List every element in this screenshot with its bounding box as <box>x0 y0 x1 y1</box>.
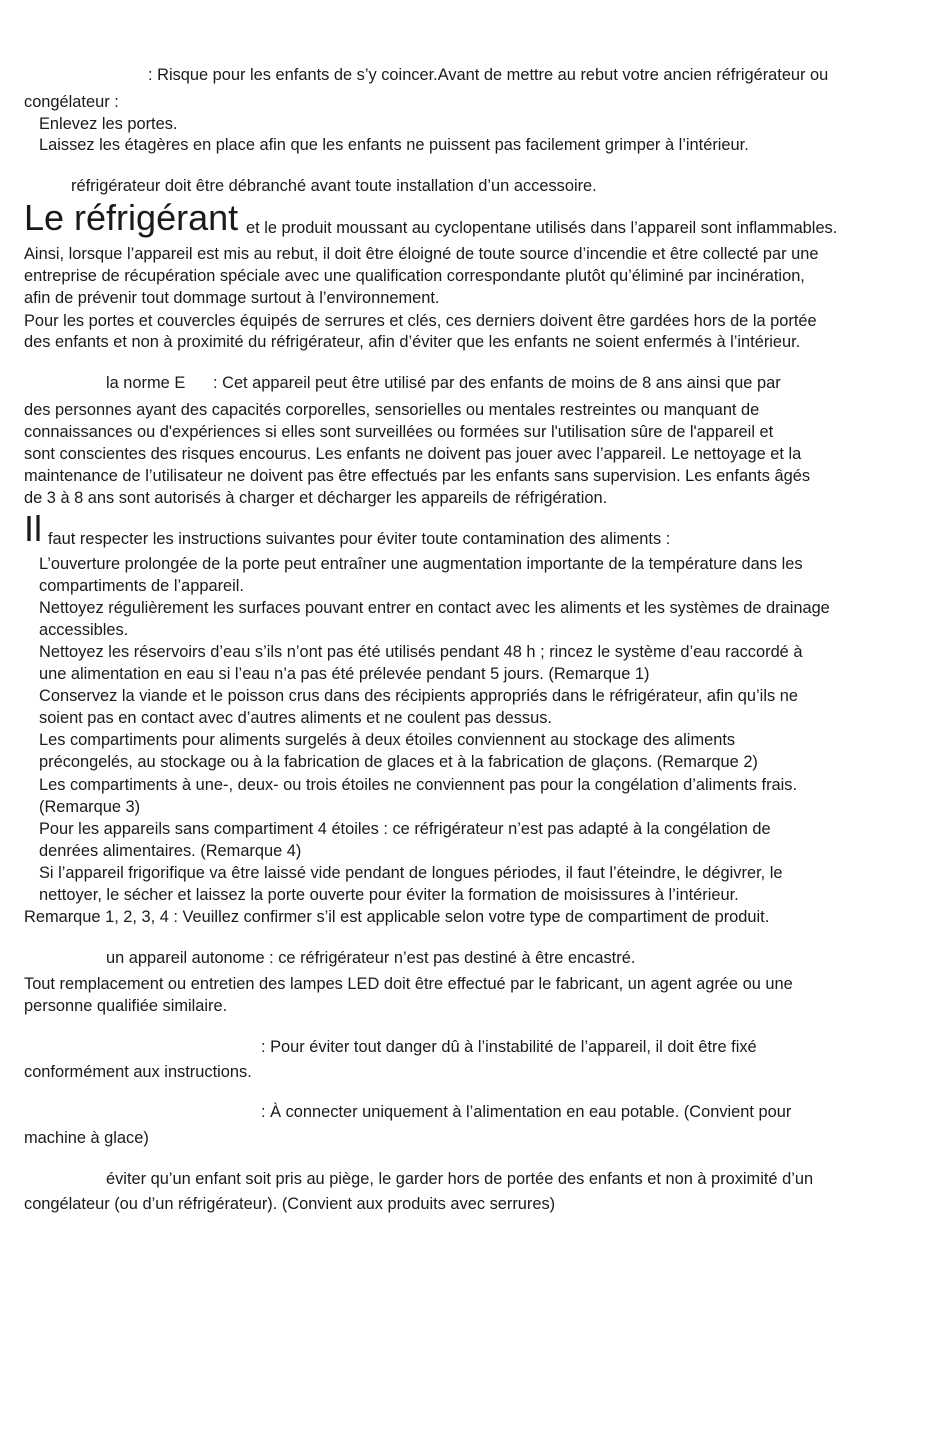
instruction-leave-shelves: Laissez les étagères en place afin que les enfants ne puissent pas facilement grimper à l’intérieur. <box>39 136 749 154</box>
stability-warning-line: : Pour éviter tout danger dû à l’instabilité de l’appareil, il doit être fixé <box>261 1038 757 1056</box>
contamination-item-line: compartiments de l’appareil. <box>39 577 244 595</box>
standard-paragraph-line: sont conscientes des risques encourus. Les enfants ne doivent pas jouer avec l’appareil. Le nettoyage et la <box>24 445 802 463</box>
led-replacement-line: Tout remplacement ou entretien des lampes LED doit être effectué par le fabricant, un agent agrée ou une <box>24 975 793 993</box>
freestanding-appliance-line: un appareil autonome : ce réfrigérateur n’est pas destiné à être encastré. <box>106 949 636 967</box>
potable-water-line: machine à glace) <box>24 1129 149 1147</box>
child-entrapment-line: congélateur (ou d’un réfrigérateur). (Convient aux produits avec serrures) <box>24 1195 556 1213</box>
contamination-item-line: denrées alimentaires. (Remarque 4) <box>39 842 302 860</box>
contamination-item-line: soient pas en contact avec d’autres aliments et ne coulent pas dessus. <box>39 709 552 727</box>
warning-children-trap-line: congélateur : <box>24 93 119 111</box>
contamination-item-line: Si l’appareil frigorifique va être laissé vide pendant de longues périodes, il faut l’éteindre, le dégivrer, le <box>39 864 783 882</box>
contamination-item-line: Les compartiments pour aliments surgelés à deux étoiles conviennent au stockage des aliments <box>39 731 736 749</box>
locks-keys-paragraph-line: Pour les portes et couvercles équipés de serrures et clés, ces derniers doivent être gardées hors de la portée <box>24 312 817 330</box>
warning-children-trap-line: : Risque pour les enfants de s’y coincer.Avant de mettre au rebut votre ancien réfrigérateur ou <box>148 66 829 84</box>
contamination-item-line: Nettoyez les réservoirs d’eau s’ils n’ont pas été utilisés pendant 48 h ; rincez le système d’eau raccordé à <box>39 643 803 661</box>
contamination-heading-initial: Il <box>24 508 42 549</box>
contamination-item-line: Conservez la viande et le poisson crus dans des récipients appropriés dans le réfrigérateur, afin qu’ils ne <box>39 687 798 705</box>
contamination-item-line: précongelés, au stockage ou à la fabrication de glaces et à la fabrication de glaçons. (Remarque 2) <box>39 753 758 771</box>
instruction-remove-doors: Enlevez les portes. <box>39 115 178 133</box>
refrigerant-paragraph-line: afin de prévenir tout dommage surtout à l’environnement. <box>24 289 440 307</box>
contamination-intro-line: faut respecter les instructions suivantes pour éviter toute contamination des aliments : <box>48 530 671 548</box>
standard-paragraph-line: connaissances ou d'expériences si elles sont surveillées ou formées sur l'utilisation sûre de l'appareil et <box>24 423 774 441</box>
led-replacement-line: personne qualifiée similaire. <box>24 997 228 1015</box>
contamination-item-line: une alimentation en eau si l’eau n’a pas été prélevée pendant 5 jours. (Remarque 1) <box>39 665 650 683</box>
standard-paragraph-line: de 3 à 8 ans sont autorisés à charger et décharger les appareils de réfrigération. <box>24 489 608 507</box>
locks-keys-paragraph-line: des enfants et non à proximité du réfrigérateur, afin d’éviter que les enfants ne soient enfermés à l’intérieur. <box>24 333 801 351</box>
refrigerant-paragraph-line: Ainsi, lorsque l’appareil est mis au rebut, il doit être éloigné de toute source d’incendie et être collecté par une <box>24 245 819 263</box>
child-entrapment-line: éviter qu’un enfant soit pris au piège, le garder hors de portée des enfants et non à proximité d’un <box>106 1170 814 1188</box>
contamination-item-line: (Remarque 3) <box>39 798 141 816</box>
potable-water-line: : À connecter uniquement à l’alimentation en eau potable. (Convient pour <box>261 1103 792 1121</box>
standard-paragraph-line: des personnes ayant des capacités corporelles, sensorielles ou mentales restreintes ou manquant de <box>24 401 760 419</box>
refrigerant-heading: Le réfrigérant <box>24 197 239 238</box>
contamination-item-line: nettoyer, le sécher et laissez la porte ouverte pour éviter la formation de moisissures à l’intérieur. <box>39 886 739 904</box>
contamination-item-line: Pour les appareils sans compartiment 4 étoiles : ce réfrigérateur n’est pas adapté à la congélation de <box>39 820 771 838</box>
contamination-item-line: L’ouverture prolongée de la porte peut entraîner une augmentation importante de la température dans les <box>39 555 803 573</box>
stability-warning-line: conformément aux instructions. <box>24 1063 252 1081</box>
contamination-item-line: Les compartiments à une-, deux- ou trois étoiles ne conviennent pas pour la congélation d’aliments frais. <box>39 776 798 794</box>
contamination-item-line: accessibles. <box>39 621 129 639</box>
unplug-before-accessory-line: réfrigérateur doit être débranché avant toute installation d’un accessoire. <box>71 177 597 195</box>
standard-label: la norme E <box>106 374 186 392</box>
refrigerant-paragraph-line: et le produit moussant au cyclopentane utilisés dans l’appareil sont inflammables. <box>246 219 838 237</box>
refrigerant-paragraph-line: entreprise de récupération spéciale avec une qualification correspondante plutôt qu’éliminé par incinération, <box>24 267 805 285</box>
remark-note-line: Remarque 1, 2, 3, 4 : Veuillez confirmer s’il est applicable selon votre type de compartiment de produit. <box>24 908 770 926</box>
standard-paragraph-line: maintenance de l’utilisateur ne doivent pas être effectués par les enfants sans supervision. Les enfants âgés <box>24 467 811 485</box>
contamination-item-line: Nettoyez régulièrement les surfaces pouvant entrer en contact avec les aliments et les systèmes de drainage <box>39 599 830 617</box>
standard-paragraph-line: : Cet appareil peut être utilisé par des enfants de moins de 8 ans ainsi que par <box>213 374 781 392</box>
